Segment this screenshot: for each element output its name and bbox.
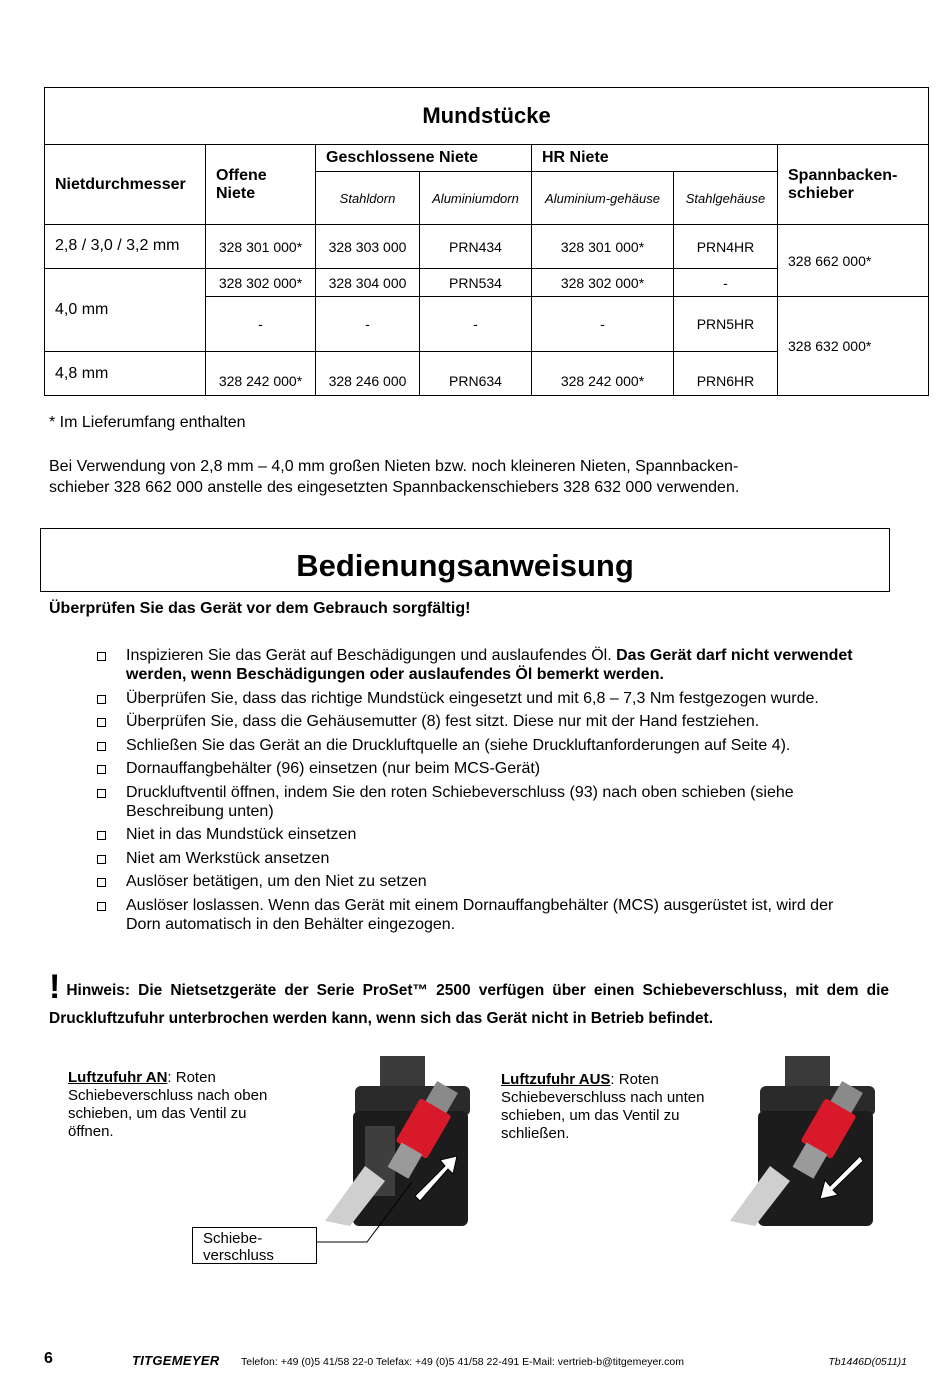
tool-photo-air-off bbox=[730, 1056, 880, 1226]
caption-luftzufuhr-an bbox=[68, 1069, 283, 1141]
checkbox-icon bbox=[97, 742, 106, 751]
list-item-text: Druckluftventil öffnen, indem Sie den roten Schiebeverschluss (93) nach oben schieben (siehe Beschreibung unten) bbox=[126, 783, 794, 820]
table-cell: PRN6HR bbox=[674, 352, 778, 396]
list-item bbox=[95, 646, 855, 684]
spannbacken-value-1: 328 662 000* bbox=[778, 225, 929, 297]
table-cell: 328 302 000* bbox=[532, 269, 674, 297]
table-cell: - bbox=[420, 297, 532, 352]
section-title: Bedienungsanweisung bbox=[40, 528, 890, 592]
table-cell: - bbox=[316, 297, 420, 352]
footnote: * Im Lieferumfang enthalten bbox=[49, 414, 246, 431]
header-spannbacken: Spannbacken- schieber bbox=[778, 145, 929, 225]
check-heading: Überprüfen Sie das Gerät vor dem Gebrauch sorgfältig! bbox=[49, 600, 471, 617]
header-offene-niete: Offene Niete bbox=[206, 145, 316, 225]
header-geschlossene-niete: Geschlossene Niete bbox=[316, 145, 532, 172]
table-cell: PRN5HR bbox=[674, 297, 778, 352]
titgemeyer-logo: TITGEMEYER bbox=[132, 1353, 220, 1368]
list-item bbox=[95, 759, 855, 778]
checkbox-icon bbox=[97, 855, 106, 864]
schiebeverschluss-label bbox=[192, 1227, 317, 1264]
list-item bbox=[95, 849, 855, 868]
table-cell: 328 303 000 bbox=[316, 225, 420, 269]
usage-note-line-2: schieber 328 662 000 anstelle des eingesetzten Spannbackenschiebers 328 632 000 verwenden. bbox=[49, 479, 740, 496]
table-cell: 328 301 000* bbox=[206, 225, 316, 269]
header-stahldorn: Stahldorn bbox=[316, 172, 420, 225]
checkbox-icon bbox=[97, 789, 106, 798]
checkbox-icon bbox=[97, 695, 106, 704]
list-item bbox=[95, 736, 855, 755]
table-cell: - bbox=[674, 269, 778, 297]
checkbox-icon bbox=[97, 652, 106, 661]
table-cell: - bbox=[532, 297, 674, 352]
hinweis-note bbox=[49, 968, 889, 1033]
list-item-text: Dornauffangbehälter (96) einsetzen (nur beim MCS-Gerät) bbox=[126, 760, 541, 777]
checkbox-icon bbox=[97, 878, 106, 887]
list-item-bold: Das Gerät darf nicht verwendet werden, wenn Beschädigungen oder auslaufendes Öl bemerkt werden. bbox=[126, 647, 853, 683]
list-item bbox=[95, 689, 855, 708]
checkbox-icon bbox=[97, 902, 106, 911]
list-item-text: Schließen Sie das Gerät an die Druckluftquelle an (siehe Druckluftanforderungen auf Seite 4). bbox=[126, 736, 791, 754]
table-cell: 328 304 000 bbox=[316, 269, 420, 297]
document-code: Tb1446D(0511)1 bbox=[828, 1356, 907, 1368]
caption-title: Luftzufuhr AUS bbox=[501, 1071, 611, 1088]
page-footer bbox=[0, 1350, 950, 1370]
hinweis-text: Hinweis: Die Nietsetzgeräte der Serie ProSet™ 2500 verfügen über einen Schiebeverschluss, mit dem die Druckluftzufuhr unterbrochen werden kann, wenn sich das Gerät nicht in Betrieb befindet. bbox=[49, 982, 889, 1027]
spannbacken-value-2: 328 632 000* bbox=[778, 297, 929, 396]
table-cell: PRN534 bbox=[420, 269, 532, 297]
mundstuecke-table bbox=[44, 87, 929, 396]
checkbox-icon bbox=[97, 831, 106, 840]
row-label: 4,8 mm bbox=[45, 352, 206, 396]
table-cell: 328 246 000 bbox=[316, 352, 420, 396]
caption-title: Luftzufuhr AN bbox=[68, 1069, 168, 1086]
list-item-text: Auslöser betätigen, um den Niet zu setzen bbox=[126, 873, 427, 890]
caption-text: : Roten Schiebeverschluss nach oben schieben, um das Ventil zu öffnen. bbox=[68, 1069, 268, 1140]
table-cell: 328 301 000* bbox=[532, 225, 674, 269]
row-label: 2,8 / 3,0 / 3,2 mm bbox=[45, 225, 206, 269]
table-title: Mundstücke bbox=[45, 88, 929, 145]
table-cell: 328 302 000* bbox=[206, 269, 316, 297]
exclamation-icon: ! bbox=[49, 968, 61, 1006]
list-item-text: Überprüfen Sie, dass das richtige Mundstück eingesetzt und mit 6,8 – 7,3 Nm festgezogen wurde. bbox=[126, 689, 819, 707]
header-aluminium-gehaeuse: Aluminium-gehäuse bbox=[532, 172, 674, 225]
list-item-text: Auslöser loslassen. Wenn das Gerät mit einem Dornauffangbehälter (MCS) ausgerüstet ist, wird der Dorn automatisch in den Behälter eingezogen. bbox=[126, 896, 834, 933]
page-number: 6 bbox=[44, 1350, 53, 1367]
list-item bbox=[95, 783, 855, 821]
header-nietdurchmesser: Nietdurchmesser bbox=[45, 145, 206, 225]
table-row bbox=[45, 225, 929, 269]
caption-text: : Roten Schiebeverschluss nach unten schieben, um das Ventil zu schließen. bbox=[501, 1071, 705, 1142]
list-item bbox=[95, 896, 855, 934]
caption-luftzufuhr-aus bbox=[501, 1071, 721, 1143]
list-item-text: Niet am Werkstück ansetzen bbox=[126, 849, 330, 867]
table-cell: 328 242 000* bbox=[206, 352, 316, 396]
list-item bbox=[95, 825, 855, 844]
header-stahlgehaeuse: Stahlgehäuse bbox=[674, 172, 778, 225]
header-aluminiumdorn: Aluminiumdorn bbox=[420, 172, 532, 225]
table-cell: - bbox=[206, 297, 316, 352]
leader-line bbox=[317, 1180, 427, 1250]
table-cell: PRN434 bbox=[420, 225, 532, 269]
list-item bbox=[95, 712, 855, 731]
header-hr-niete: HR Niete bbox=[532, 145, 778, 172]
label-line-1: Schiebe- bbox=[203, 1230, 263, 1247]
checkbox-icon bbox=[97, 765, 106, 774]
list-item-text: Inspizieren Sie das Gerät auf Beschädigungen und auslaufendes Öl. bbox=[126, 647, 617, 664]
list-item bbox=[95, 872, 855, 891]
row-label: 4,0 mm bbox=[45, 269, 206, 352]
checklist bbox=[95, 646, 855, 938]
table-cell: 328 242 000* bbox=[532, 352, 674, 396]
contact-info: Telefon: +49 (0)5 41/58 22-0 Telefax: +49 (0)5 41/58 22-491 E-Mail: vertrieb-b@titgemeyer.com bbox=[241, 1356, 684, 1368]
usage-note-line-1: Bei Verwendung von 2,8 mm – 4,0 mm großen Nieten bzw. noch kleineren Nieten, Spannbacken- bbox=[49, 458, 739, 475]
list-item-text: Überprüfen Sie, dass die Gehäusemutter (8) fest sitzt. Diese nur mit der Hand festziehen. bbox=[126, 713, 760, 730]
list-item-text: Niet in das Mundstück einsetzen bbox=[126, 826, 357, 843]
table-cell: PRN4HR bbox=[674, 225, 778, 269]
checkbox-icon bbox=[97, 718, 106, 727]
table-cell: PRN634 bbox=[420, 352, 532, 396]
label-line-2: verschluss bbox=[203, 1247, 274, 1264]
